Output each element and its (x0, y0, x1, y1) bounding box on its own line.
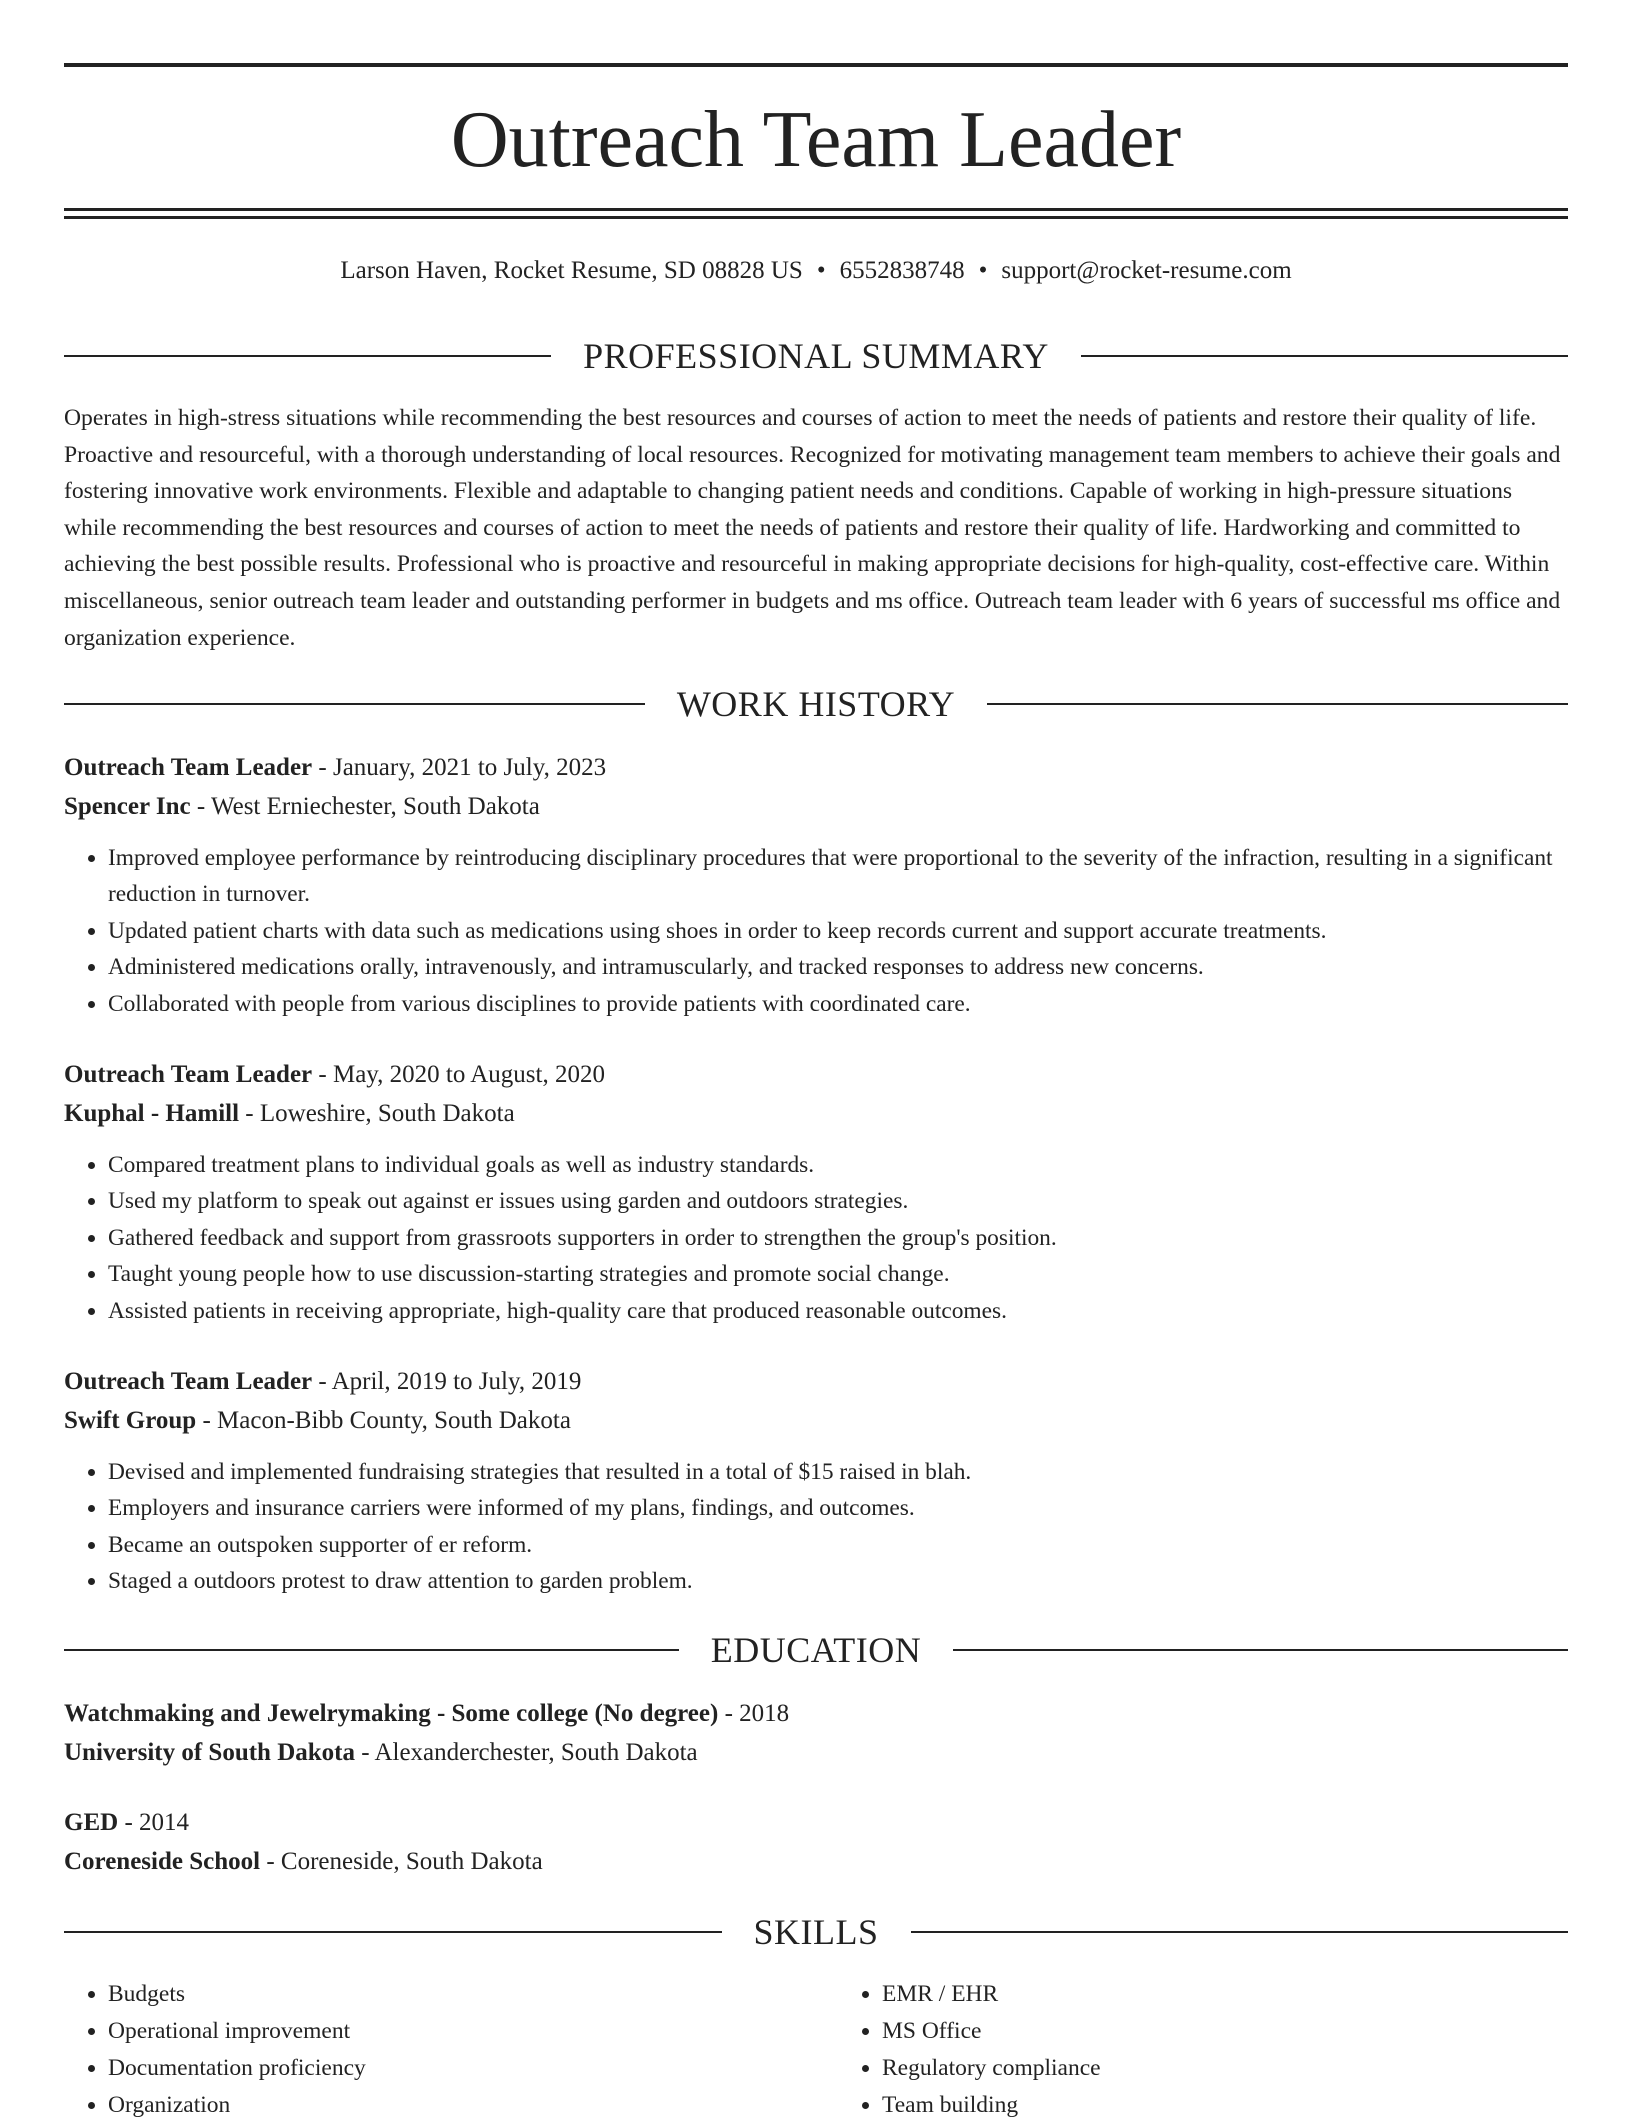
job-bullets (64, 1147, 1568, 1329)
skill-item: • Budgets (108, 1976, 794, 2013)
skills-column-right (794, 1976, 1568, 2124)
education-degree: Watchmaking and Jewelrymaking - Some college (No degree) (64, 1700, 719, 1727)
section-rule (64, 703, 645, 705)
contact-address: Larson Haven, Rocket Resume, SD 08828 US (340, 257, 803, 284)
skills-column-left (64, 1976, 794, 2124)
skill-item: • Regulatory compliance (882, 2050, 1568, 2087)
section-rule (64, 1931, 722, 1933)
contact-separator: • (816, 257, 826, 284)
job-location: - West Erniechester, South Dakota (190, 793, 540, 820)
list-item: • Taught young people how to use discussion-starting strategies and promote social change. (108, 1256, 1568, 1292)
job-title-line (64, 748, 1568, 787)
list-item: • Gathered feedback and support from grassroots supporters in order to strengthen the group's position. (108, 1220, 1568, 1256)
education-school: University of South Dakota (64, 1739, 355, 1766)
skill-item: • Team building (882, 2087, 1568, 2124)
education-degree-line (64, 1694, 1568, 1733)
skills-list (64, 1976, 1568, 2124)
section-title: WORK HISTORY (676, 684, 956, 724)
section-header-education (64, 1628, 1568, 1672)
job-dates: - January, 2021 to July, 2023 (312, 754, 607, 781)
section-rule (64, 355, 551, 357)
education-degree: GED (64, 1809, 119, 1836)
skill-item: • EMR / EHR (882, 1976, 1568, 2013)
section-rule (64, 1649, 679, 1651)
job-title-line (64, 1055, 1568, 1094)
job-dates: - May, 2020 to August, 2020 (312, 1061, 605, 1088)
job-company-line (64, 1094, 1568, 1133)
education-year: - 2014 (118, 1809, 190, 1836)
skill-item: • MS Office (882, 2013, 1568, 2050)
education-entry (64, 1803, 1568, 1881)
skill-item: • Organization (108, 2087, 794, 2124)
list-item: • Devised and implemented fundraising strategies that resulted in a total of $15 raised in blah. (108, 1454, 1568, 1490)
list-item: • Compared treatment plans to individual goals as well as industry standards. (108, 1147, 1568, 1183)
section-rule (953, 1649, 1568, 1651)
section-header-work (64, 682, 1568, 726)
skill-item: • Operational improvement (108, 2013, 794, 2050)
section-title: SKILLS (753, 1912, 879, 1952)
resume-title: Outreach Team Leader (450, 96, 1182, 184)
job-location: - Loweshire, South Dakota (239, 1100, 515, 1127)
section-title: PROFESSIONAL SUMMARY (583, 336, 1049, 376)
job-entry (64, 1055, 1568, 1329)
job-company-line (64, 1401, 1568, 1440)
skill-item: • Documentation proficiency (108, 2050, 794, 2087)
list-item: • Administered medications orally, intravenously, and intramuscularly, and tracked responses to address new concerns. (108, 949, 1568, 985)
job-bullets (64, 840, 1568, 1022)
section-rule (987, 703, 1568, 705)
education-entry (64, 1694, 1568, 1772)
job-title-line (64, 1362, 1568, 1401)
title-rule-lower (64, 216, 1568, 219)
contact-email: support@rocket-resume.com (1001, 257, 1292, 284)
title-rule-upper (64, 208, 1568, 211)
top-rule (64, 63, 1568, 67)
summary-text: Operates in high-stress situations while recommending the best resources and courses of action to meet the needs of patients and restore their quality of life. Proactive and resourceful, with a thorough understanding of local resources. Recognized for motivating management team members to achieve their goals and fostering innovative work environments. Flexible and adaptable to changing patient needs and conditions. Capable of working in high-pressure situations while recommending the best resources and courses of action to meet the needs of patients and restore their quality of life. Hardworking and committed to achieving the best possible results. Professional who is proactive and resourceful in making appropriate decisions for high-quality, cost-effective care. Within miscellaneous, senior outreach team leader and outstanding performer in budgets and ms office. Outreach team leader with 6 years of successful ms office and organization experience. (64, 405, 1561, 651)
list-item: • Employers and insurance carriers were informed of my plans, findings, and outcomes. (108, 1490, 1568, 1526)
education-school: Coreneside School (64, 1848, 261, 1875)
job-title: Outreach Team Leader (64, 1368, 313, 1395)
job-title: Outreach Team Leader (64, 754, 313, 781)
contact-separator: • (978, 257, 988, 284)
education-year: - 2018 (718, 1700, 790, 1727)
list-item: • Updated patient charts with data such as medications using shoes in order to keep records current and support accurate treatments. (108, 913, 1568, 949)
job-bullets (64, 1454, 1568, 1600)
list-item: • Staged a outdoors protest to draw attention to garden problem. (108, 1563, 1568, 1599)
section-rule (1081, 355, 1568, 357)
education-school-line (64, 1733, 1568, 1772)
job-location: - Macon-Bibb County, South Dakota (196, 1407, 571, 1434)
job-entry (64, 748, 1568, 1022)
list-item: • Used my platform to speak out against er issues using garden and outdoors strategies. (108, 1183, 1568, 1219)
list-item: • Became an outspoken supporter of er reform. (108, 1527, 1568, 1563)
contact-line (64, 254, 1568, 288)
education-location: - Coreneside, South Dakota (260, 1848, 543, 1875)
job-title: Outreach Team Leader (64, 1061, 313, 1088)
education-location: - Alexanderchester, South Dakota (355, 1739, 698, 1766)
section-header-summary (64, 334, 1568, 378)
section-rule (911, 1931, 1569, 1933)
education-degree-line (64, 1803, 1568, 1842)
job-company: Swift Group (64, 1407, 197, 1434)
section-title: EDUCATION (710, 1630, 922, 1670)
job-dates: - April, 2019 to July, 2019 (312, 1368, 582, 1395)
job-company: Kuphal - Hamill (64, 1100, 240, 1127)
list-item: • Collaborated with people from various disciplines to provide patients with coordinated care. (108, 986, 1568, 1022)
job-company-line (64, 787, 1568, 826)
list-item: • Assisted patients in receiving appropriate, high-quality care that produced reasonable outcomes. (108, 1293, 1568, 1329)
job-company: Spencer Inc (64, 793, 191, 820)
list-item: • Improved employee performance by reintroducing disciplinary procedures that were proportional to the severity of the infraction, resulting in a significant reduction in turnover. (108, 840, 1568, 913)
job-entry (64, 1362, 1568, 1600)
section-header-skills (64, 1910, 1568, 1954)
education-school-line (64, 1842, 1568, 1881)
contact-phone: 6552838748 (839, 257, 965, 284)
